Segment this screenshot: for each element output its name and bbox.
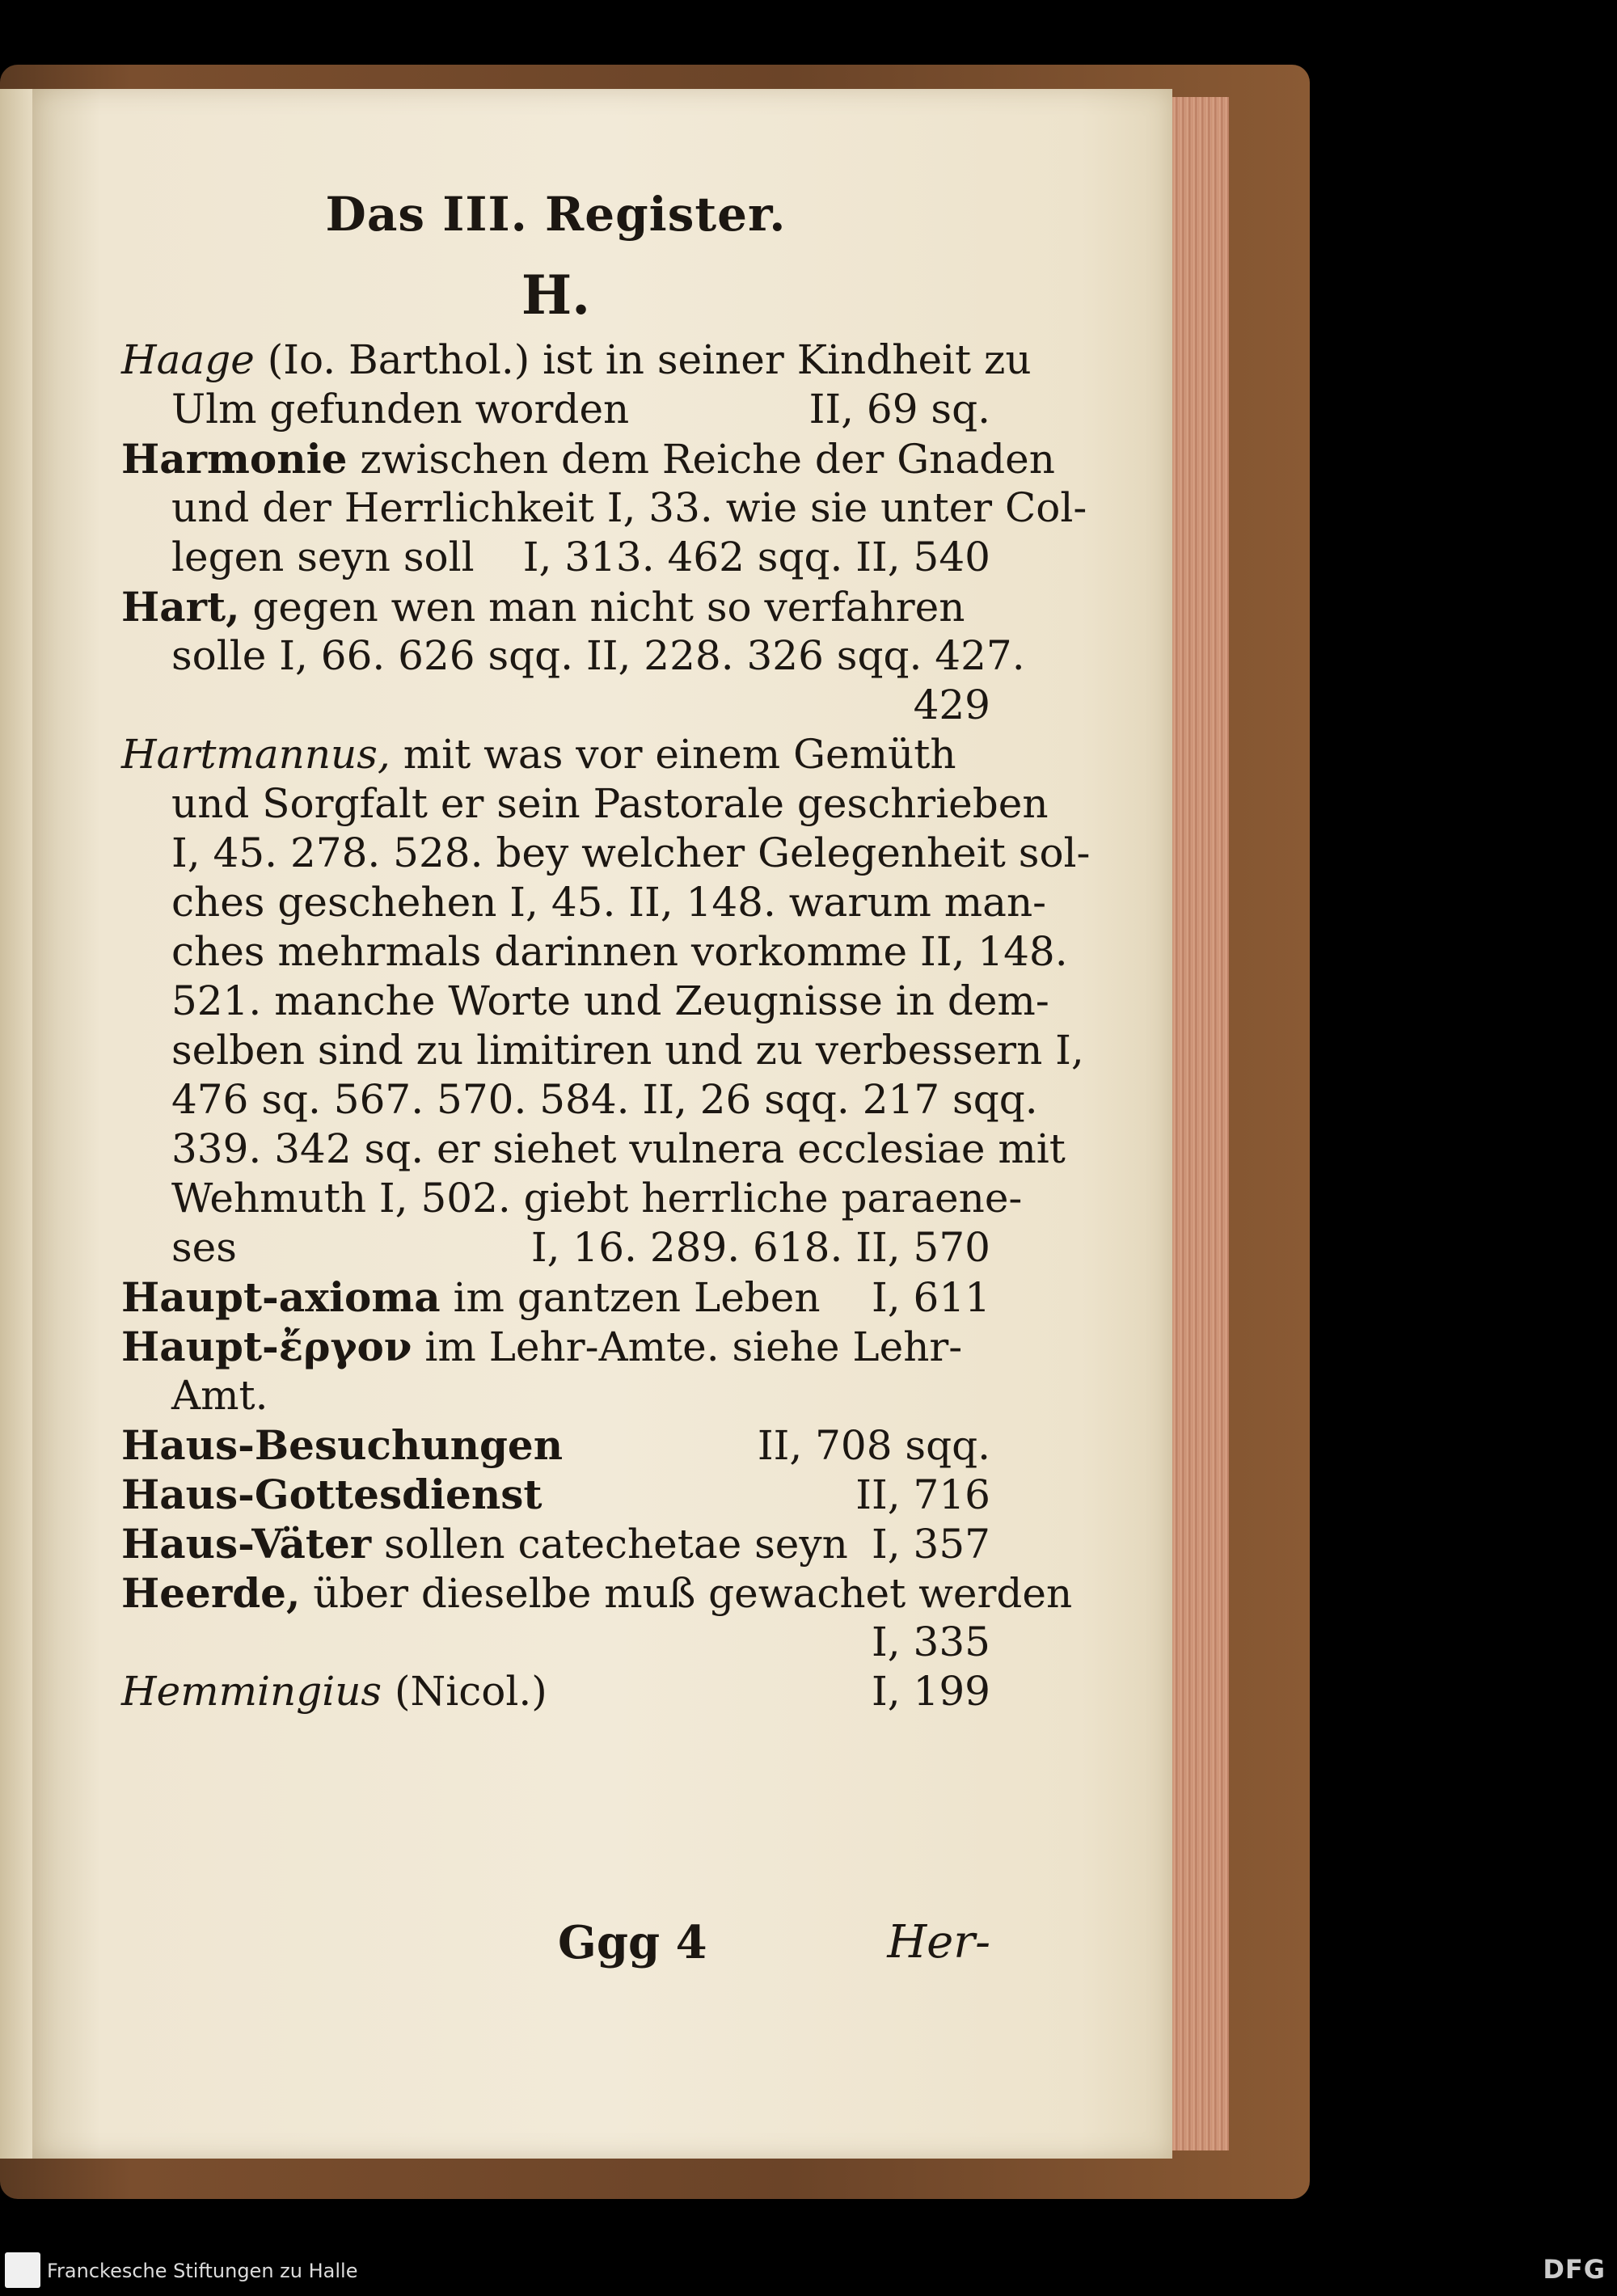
register-line <box>121 1125 1066 1174</box>
page-reference: II, 69 sq. <box>808 386 990 433</box>
line-body <box>121 582 965 632</box>
page-reference: I, 199 <box>872 1668 990 1715</box>
register-line <box>121 1075 1038 1125</box>
line-body <box>121 730 956 779</box>
register-line <box>121 483 1087 533</box>
register-line <box>121 1273 990 1322</box>
register-line <box>121 1519 990 1568</box>
register-line <box>121 1420 990 1470</box>
catchword: Her- <box>887 1916 990 1969</box>
entry-text: sollen catechetae seyn <box>384 1521 848 1568</box>
entry-text: I, 45. 278. 528. bey welcher Gelegenheit sol- <box>171 829 1091 876</box>
register-line <box>121 385 990 434</box>
page-reference: II, 716 <box>855 1471 990 1518</box>
dfg-badge: DFG <box>1543 2254 1606 2285</box>
entry-text: Amt. <box>171 1372 268 1419</box>
page-block-edges <box>1172 97 1229 2150</box>
register-line <box>121 1026 1084 1075</box>
entry-lemma: Hart, <box>121 583 240 631</box>
register-line <box>121 1174 1023 1223</box>
entry-text: im Lehr-Amte. siehe Lehr- <box>424 1323 963 1370</box>
entry-text: legen seyn soll <box>171 534 475 580</box>
page-reference: 429 <box>913 682 990 728</box>
register-line <box>121 1223 990 1273</box>
entry-lemma: Haupt-ἔργον <box>121 1323 412 1370</box>
signature-mark: Ggg 4 <box>558 1916 707 1969</box>
line-body <box>121 1519 848 1569</box>
entry-text: 521. manche Worte und Zeugnisse in dem- <box>171 977 1049 1024</box>
entry-text: über dieselbe muß gewachet werden <box>313 1570 1073 1617</box>
running-head: Das III. Register. <box>325 187 787 242</box>
page-reference: I, 335 <box>872 1619 990 1665</box>
entry-text: Wehmuth I, 502. giebt herrliche paraene- <box>171 1175 1023 1222</box>
entry-lemma: Harmonie <box>121 435 348 483</box>
entry-text: im gantzen Leben <box>453 1274 821 1321</box>
register-line <box>121 927 1068 977</box>
register-line <box>121 434 1055 483</box>
entry-text: Ulm gefunden worden <box>171 386 630 433</box>
register-line <box>121 533 990 582</box>
entry-text: und der Herrlichkeit I, 33. wie sie unter Col- <box>171 484 1087 531</box>
entry-text: 339. 342 sq. er siehet vulnera ecclesiae mit <box>171 1125 1066 1172</box>
institution-logo-icon <box>5 2252 40 2288</box>
entry-text: zwischen dem Reiche der Gnaden <box>360 436 1055 483</box>
register-line <box>121 681 990 730</box>
line-body <box>121 1667 547 1716</box>
facing-page-edge <box>0 89 32 2159</box>
line-body <box>121 1568 1072 1619</box>
entry-lemma: Haage <box>121 336 255 383</box>
entry-text: ches geschehen I, 45. II, 148. warum man- <box>171 879 1047 926</box>
line-body <box>121 336 1032 385</box>
page-text <box>121 182 1091 1716</box>
entry-lemma: Haupt-axioma <box>121 1273 441 1321</box>
register-line <box>121 829 1091 878</box>
entry-text: solle I, 66. 626 sqq. II, 228. 326 sqq. 427. <box>171 632 1025 679</box>
register-line <box>121 1470 990 1519</box>
page-reference: I, 313. 462 sqq. II, 540 <box>522 534 990 580</box>
register-line <box>121 878 1047 927</box>
page-reference: I, 357 <box>872 1521 990 1568</box>
page-reference: I, 611 <box>872 1274 990 1321</box>
entry-lemma: Haus-Besuchungen <box>121 1421 564 1469</box>
register-line <box>121 1568 1073 1618</box>
entry-text: ses <box>171 1224 237 1271</box>
line-body <box>121 434 1055 484</box>
entry-text: (Nicol.) <box>394 1668 547 1715</box>
entry-text: mit was vor einem Gemüth <box>403 731 956 778</box>
page-footer <box>121 1908 990 1981</box>
page-reference: I, 16. 289. 618. II, 570 <box>530 1224 990 1271</box>
line-body <box>121 1273 821 1323</box>
register-line <box>121 1667 990 1716</box>
entry-lemma: Heerde, <box>121 1569 301 1617</box>
entry-text: gegen wen man nicht so verfahren <box>252 584 965 631</box>
register-line <box>121 631 1025 681</box>
entry-lemma: Hemmingius <box>121 1668 382 1715</box>
institution-name: Franckesche Stiftungen zu Halle <box>47 2260 358 2282</box>
entry-text: ches mehrmals darinnen vorkomme II, 148. <box>171 928 1068 975</box>
entry-lemma: Haus-Väter <box>121 1520 372 1568</box>
register-line <box>121 1322 990 1371</box>
register-line <box>121 336 1032 385</box>
line-body <box>121 1322 962 1372</box>
entry-text: und Sorgfalt er sein Pastorale geschrieben <box>171 780 1049 827</box>
register-line <box>121 730 990 779</box>
register-line <box>121 582 990 631</box>
register-line <box>121 977 1049 1026</box>
entry-text: selben sind zu limitiren und zu verbessern I, <box>171 1027 1084 1074</box>
entry-text: 476 sq. 567. 570. 584. II, 26 sqq. 217 sqq. <box>171 1076 1038 1123</box>
entry-lemma: Hartmannus, <box>121 731 391 778</box>
register-line <box>121 1618 990 1667</box>
entry-lemma: Haus-Gottesdienst <box>121 1471 543 1518</box>
section-letter: H. <box>521 264 591 327</box>
page-reference: II, 708 sqq. <box>757 1422 990 1469</box>
register-line <box>121 779 1049 829</box>
register-line <box>121 1371 990 1420</box>
entry-text: (Io. Barthol.) ist in seiner Kindheit zu <box>267 336 1032 383</box>
